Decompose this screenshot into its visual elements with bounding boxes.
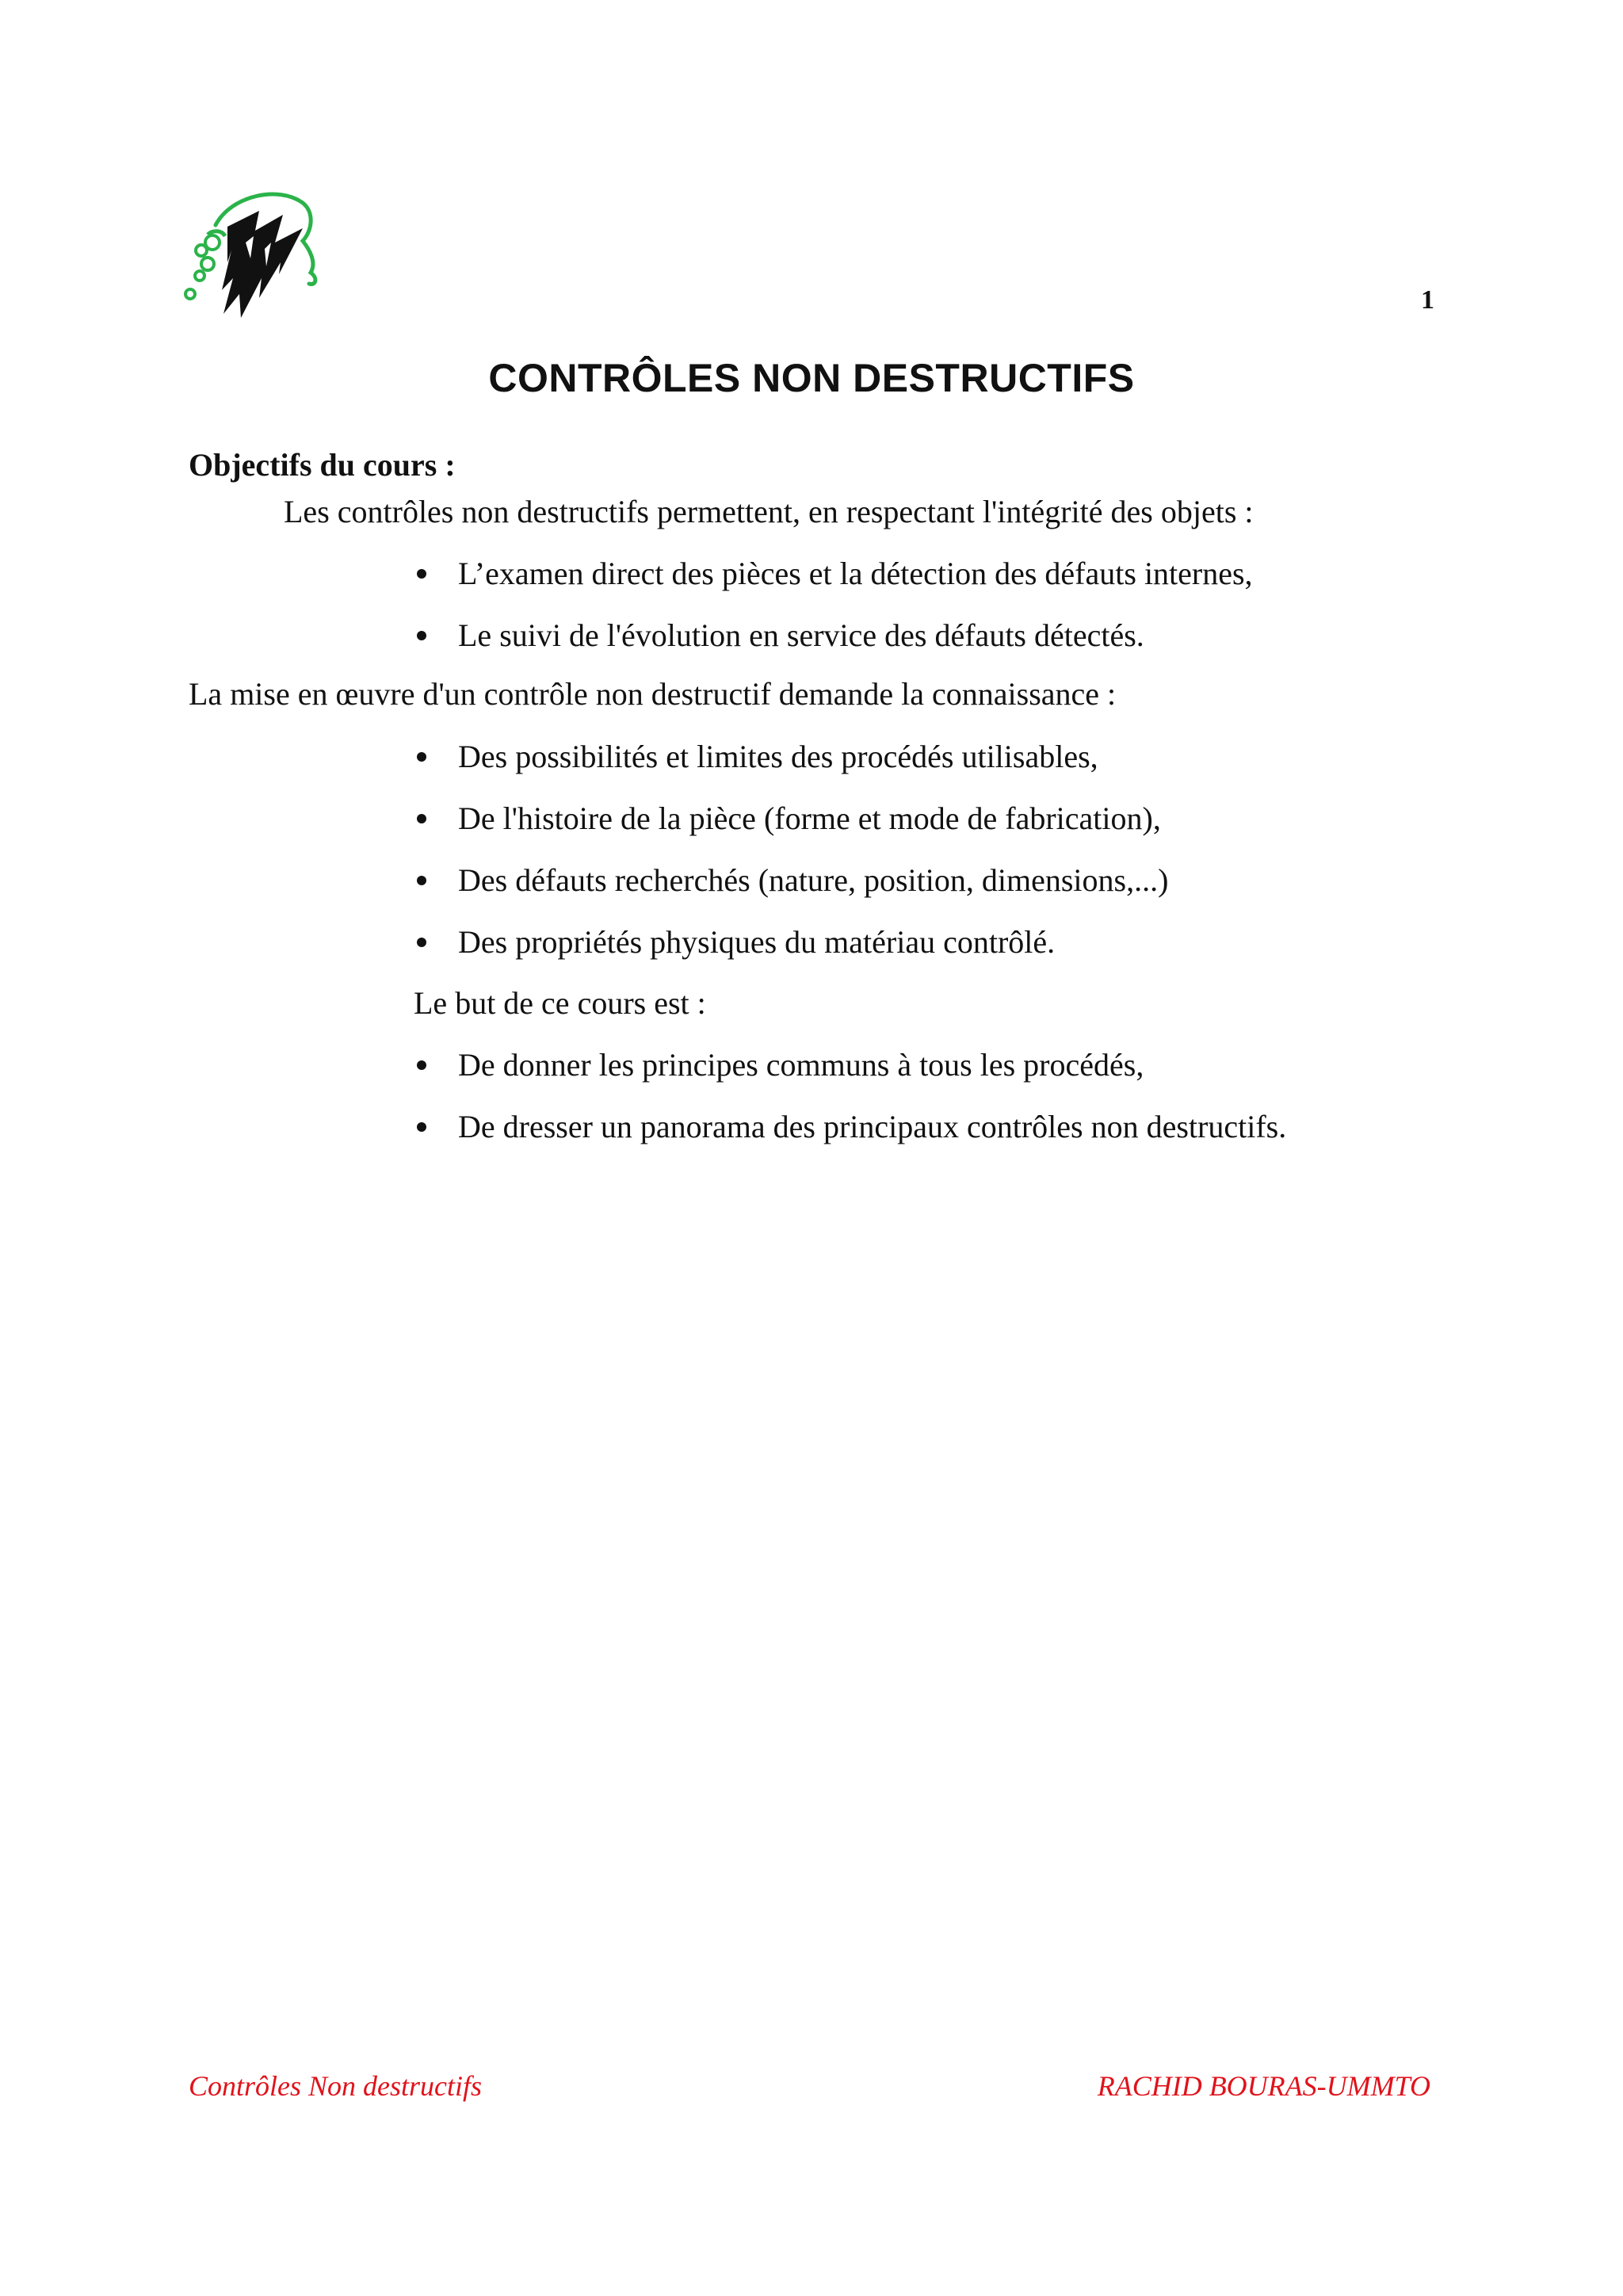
list-item-text: Des défauts recherchés (nature, position, dimensions,...) <box>458 862 1169 898</box>
page-number: 1 <box>1421 285 1434 315</box>
university-logo-icon <box>184 187 327 322</box>
list-item <box>458 555 1253 593</box>
footer-author: RACHID BOURAS-UMMTO <box>1097 2070 1430 2102</box>
bullet-icon <box>417 814 426 823</box>
list-item-text: De l'histoire de la pièce (forme et mode de fabrication), <box>458 800 1161 836</box>
list-item <box>458 1046 1144 1084</box>
list-item-text: De donner les principes communs à tous les procédés, <box>458 1047 1144 1083</box>
paragraph-knowledge: La mise en œuvre d'un contrôle non destructif demande la connaissance : <box>189 676 1117 712</box>
list-item <box>458 861 1168 900</box>
footer-course-title: Contrôles Non destructifs <box>189 2070 483 2102</box>
list-item <box>458 923 1055 961</box>
list-item <box>458 738 1098 776</box>
page-title: CONTRÔLES NON DESTRUCTIFS <box>488 356 1135 400</box>
bullet-icon <box>417 876 426 885</box>
bullet-icon <box>417 569 426 579</box>
list-item <box>458 617 1144 655</box>
bullet-icon <box>417 1122 426 1132</box>
section-heading: Objectifs du cours : <box>189 447 456 483</box>
list-item <box>458 800 1161 838</box>
intro-paragraph: Les contrôles non destructifs permettent, en respectant l'intégrité des objets : <box>284 494 1254 529</box>
list-item-text: L’examen direct des pièces et la détection des défauts internes, <box>458 556 1253 591</box>
list-item <box>458 1108 1286 1146</box>
bullet-icon <box>417 752 426 762</box>
bullet-icon <box>417 631 426 640</box>
list-item-text: De dresser un panorama des principaux contrôles non destructifs. <box>458 1109 1287 1144</box>
bullet-icon <box>417 938 426 947</box>
list-item-text: Des possibilités et limites des procédés utilisables, <box>458 739 1098 774</box>
list-item-text: Le suivi de l'évolution en service des défauts détectés. <box>458 617 1144 653</box>
list-item-text: Des propriétés physiques du matériau contrôlé. <box>458 924 1056 960</box>
bullet-icon <box>417 1060 426 1070</box>
paragraph-goal: Le but de ce cours est : <box>414 985 706 1021</box>
